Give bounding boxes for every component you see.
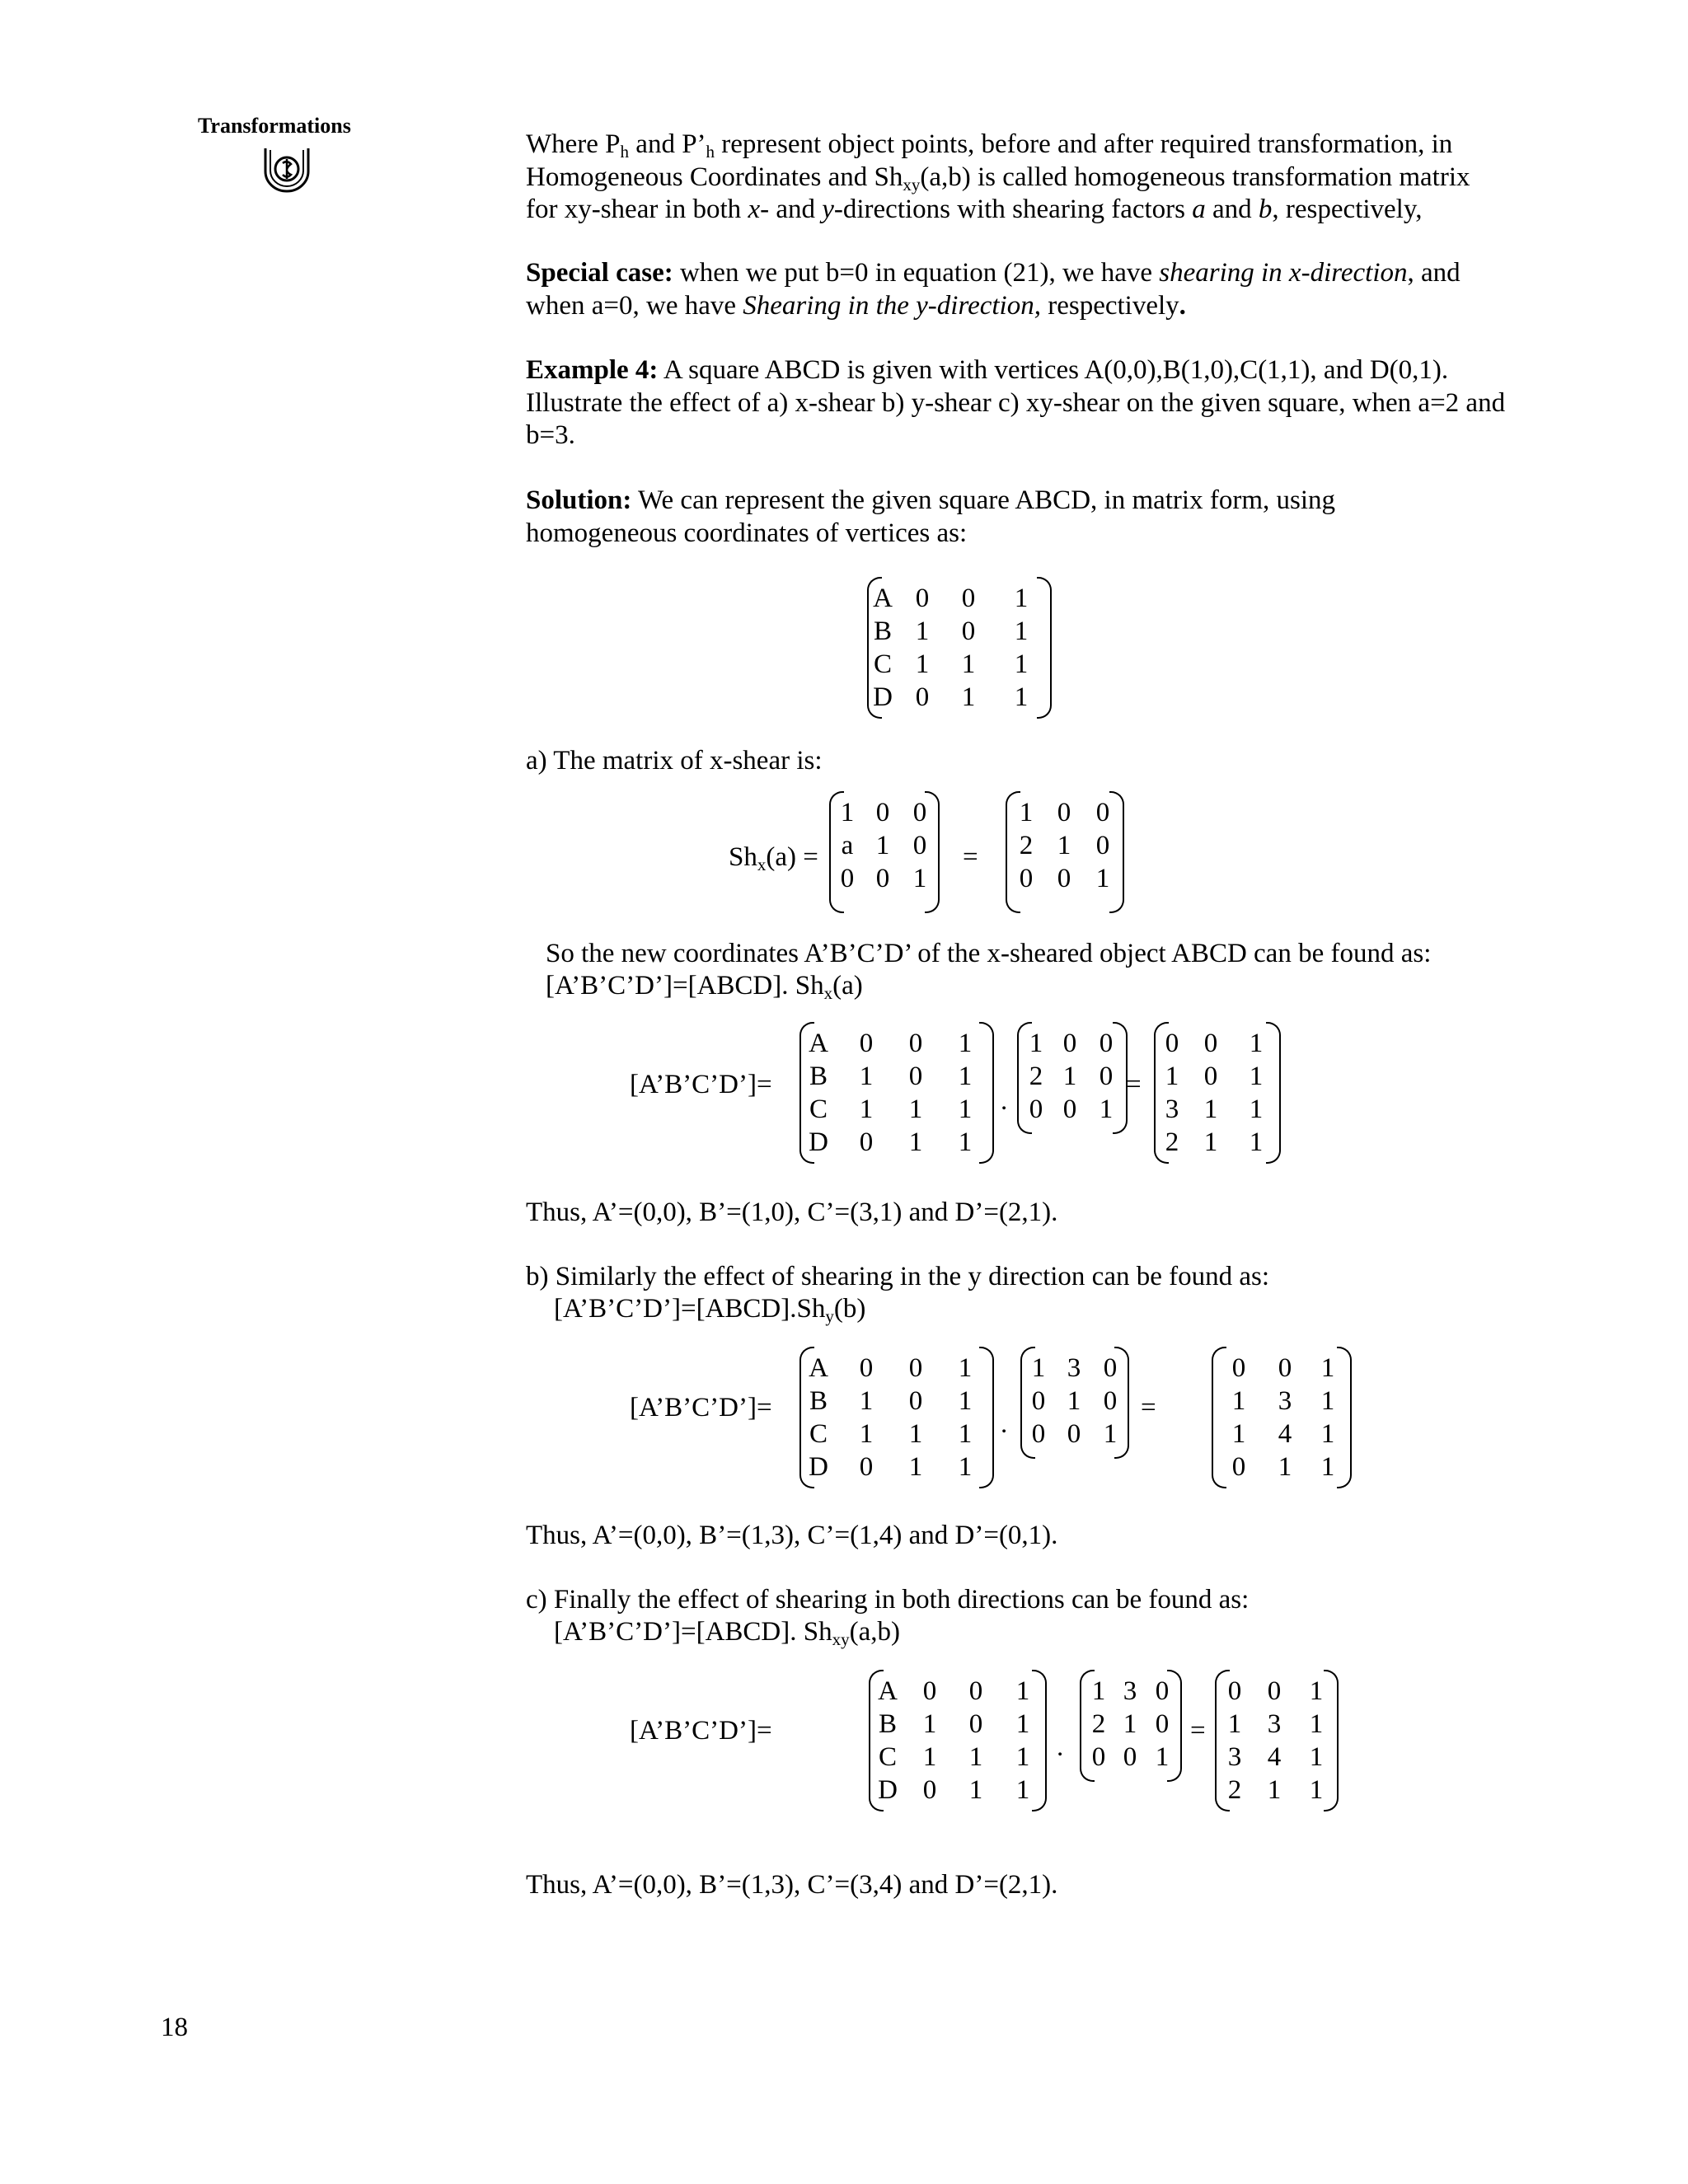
matrix-cell: 1 [908,1419,923,1449]
formula-c: [A’B’C’D’]=[ABCD]. $Sh_{xy}(a,b)$ [554,1617,900,1649]
matrix-cell: 1 [1015,1742,1030,1772]
matrix-cell: 1 [1095,864,1110,893]
matrix-row [799,1126,994,1159]
matrix-cell: 1 [1015,1676,1030,1706]
university-emblem-icon [260,143,313,194]
part-c-heading: c) Finally the effect of shearing in both directions can be found as: [526,1585,1250,1615]
matrix-row [867,582,1052,615]
matrix-row [1006,796,1124,829]
matrix-cell: 3 [1227,1742,1242,1772]
matrix-cell: 1 [1320,1353,1335,1383]
matrix-cell: 0 [922,1676,937,1706]
matrix-cell: 0 [908,1386,923,1416]
equals-c: = [1190,1716,1206,1746]
matrix-cell: 1 [1091,1676,1106,1706]
matrix-row [799,1385,994,1418]
lhs-c: [A’B’C’D’]= [630,1716,772,1746]
shx-matrix-a [1017,1022,1128,1134]
matrix-cell: 0 [1155,1709,1170,1739]
matrix-cell: 0 [1057,864,1071,893]
matrix-cell: B [809,1386,828,1416]
matrix-cell: 1 [1309,1676,1324,1706]
matrix-cell: 0 [859,1353,874,1383]
matrix-cell: 1 [1231,1419,1246,1449]
matrix-cell: C [809,1419,828,1449]
equals-sign: = [963,842,978,872]
matrix-row [1154,1060,1281,1093]
matrix-cell: B [878,1709,897,1739]
matrix-cell: 1 [1099,1094,1114,1124]
matrix-cell: 0 [1203,1029,1218,1058]
matrix-row [1017,1060,1128,1093]
matrix-row [1006,862,1124,895]
matrix-row [867,615,1052,648]
matrix-cell: 1 [908,1452,923,1482]
matrix-row [829,796,940,829]
matrix-cell: 0 [1031,1386,1046,1416]
matrix-cell: 3 [1123,1676,1137,1706]
matrix-row [799,1352,994,1385]
matrix-row [1154,1126,1281,1159]
matrix-cell: 1 [840,798,855,827]
matrix-row [1080,1741,1182,1774]
matrix-cell: A [878,1676,898,1706]
matrix-cell: 0 [1019,864,1034,893]
formula-a: [A’B’C’D’]=[ABCD]. $Sh_x(a)$ [546,971,863,1003]
matrix-cell: 0 [908,1353,923,1383]
matrix-cell: 0 [859,1029,874,1058]
matrix-cell: 1 [958,1094,973,1124]
matrix-cell: 1 [958,1452,973,1482]
formula-b: $[A’B’C’D’]=[ABCD].Sh_y(b)$ [554,1294,866,1326]
matrix-cell: D [809,1127,828,1157]
abcd-matrix-b [799,1347,994,1488]
result-c: Thus, A’=(0,0), B’=(1,3), C’=(3,4) and D’=(2,1). [526,1870,1058,1900]
dot-b: . [1001,1409,1008,1439]
matrix-cell: 1 [859,1386,874,1416]
matrix-cell: 0 [1203,1062,1218,1091]
matrix-cell: A [809,1029,828,1058]
equals-b: = [1141,1393,1156,1422]
matrix-cell: 1 [1014,649,1029,679]
matrix-cell: 0 [1155,1676,1170,1706]
matrix-cell: A [873,583,893,613]
shy-matrix-b [1020,1347,1129,1459]
matrix-row [1212,1385,1352,1418]
matrix-cell: 0 [875,798,890,827]
matrix-cell: D [878,1775,898,1805]
matrix-cell: 1 [875,831,890,860]
new-coords-text: So the new coordinates A’B’C’D’ of the x-sheared object ABCD can be found as: [546,939,1432,968]
matrix-cell: 1 [1062,1062,1077,1091]
matrix-cell: 1 [1309,1709,1324,1739]
matrix-cell: 1 [958,1353,973,1383]
matrix-cell: 1 [1203,1094,1218,1124]
matrix-cell: 0 [908,1029,923,1058]
shx-numeric-matrix [1006,791,1124,913]
matrix-row [1215,1675,1339,1708]
solution-paragraph: Solution: We can represent the given square ABCD, in matrix form, using homogeneous coordinates of vertices as: [526,485,1335,548]
matrix-cell: 1 [1267,1775,1282,1805]
matrix-cell: 1 [1227,1709,1242,1739]
matrix-cell: 1 [1057,831,1071,860]
matrix-row [1020,1352,1129,1385]
matrix-cell: 1 [1320,1452,1335,1482]
matrix-cell: 0 [1099,1029,1114,1058]
dot-a: . [1001,1086,1008,1116]
matrix-cell: 0 [1165,1029,1179,1058]
matrix-cell: 0 [961,583,976,613]
matrix-cell: 0 [961,616,976,646]
lhs-a: [A’B’C’D’]= [630,1070,772,1099]
matrix-row [1017,1027,1128,1060]
result-a: Thus, A’=(0,0), B’=(1,0), C’=(3,1) and D’=(2,1). [526,1197,1058,1227]
matrix-cell: 0 [875,864,890,893]
matrix-cell: 0 [1031,1419,1046,1449]
matrix-row [1215,1774,1339,1807]
matrix-cell: 0 [1091,1742,1106,1772]
matrix-cell: 1 [1019,798,1034,827]
matrix-cell: D [873,682,893,712]
matrix-cell: 1 [958,1127,973,1157]
matrix-row [1020,1418,1129,1451]
matrix-row [869,1675,1047,1708]
matrix-cell: 0 [908,1062,923,1091]
matrix-cell: 0 [1231,1452,1246,1482]
result-b: Thus, A’=(0,0), B’=(1,3), C’=(1,4) and D’=(0,1). [526,1521,1058,1550]
matrix-cell: 1 [958,1386,973,1416]
lhs-b: [A’B’C’D’]= [630,1393,772,1422]
matrix-cell: 1 [1320,1386,1335,1416]
matrix-cell: 0 [1029,1094,1043,1124]
matrix-cell: 1 [922,1742,937,1772]
example-paragraph: Example 4: A square ABCD is given with vertices A(0,0),B(1,0),C(1,1), and D(0,1). Illustrate the effect of a) x-shear b) y-shear c) xy-shear on the given square, when a=2 and b=3. [526,355,1506,450]
matrix-row [799,1418,994,1451]
matrix-row [1080,1708,1182,1741]
matrix-cell: 0 [840,864,855,893]
matrix-cell: D [809,1452,828,1482]
matrix-cell: 1 [859,1094,874,1124]
matrix-row [829,829,940,862]
matrix-cell: B [809,1062,828,1091]
matrix-cell: 0 [912,831,927,860]
matrix-cell: C [809,1094,828,1124]
matrix-cell: 1 [1029,1029,1043,1058]
matrix-cell: 1 [859,1062,874,1091]
matrix-row [1017,1093,1128,1126]
matrix-cell: 0 [1103,1386,1118,1416]
equals-a: = [1126,1070,1142,1099]
matrix-cell: 0 [859,1127,874,1157]
matrix-cell: 1 [1249,1127,1264,1157]
matrix-cell: C [878,1742,897,1772]
shx-label: $Sh_x(a)$ = [729,842,818,874]
matrix-row [1020,1385,1129,1418]
matrix-row [799,1060,994,1093]
matrix-cell: 1 [915,616,930,646]
matrix-row [829,862,940,895]
matrix-cell: 0 [912,798,927,827]
matrix-cell: 1 [1014,682,1029,712]
matrix-cell: 1 [912,864,927,893]
matrix-cell: 1 [958,1062,973,1091]
matrix-cell: 1 [1320,1419,1335,1449]
matrix-cell: 1 [1014,583,1029,613]
matrix-cell: 0 [1099,1062,1114,1091]
matrix-cell: 1 [1014,616,1029,646]
matrix-cell: 0 [915,682,930,712]
matrix-cell: 1 [958,1029,973,1058]
matrix-cell: 1 [968,1742,983,1772]
matrix-cell: 3 [1267,1709,1282,1739]
matrix-cell: 2 [1019,831,1034,860]
matrix-cell: 0 [1062,1094,1077,1124]
matrix-cell: 0 [1231,1353,1246,1383]
matrix-row [799,1027,994,1060]
matrix-cell: 1 [922,1709,937,1739]
matrix-row [1212,1352,1352,1385]
matrix-cell: 1 [908,1094,923,1124]
matrix-cell: 1 [1155,1742,1170,1772]
result-matrix-a [1154,1022,1281,1164]
matrix-cell: 1 [961,649,976,679]
result-matrix-b [1212,1347,1352,1488]
matrix-cell: 1 [1309,1742,1324,1772]
part-b-heading: b) Similarly the effect of shearing in the y direction can be found as: [526,1262,1270,1291]
matrix-cell: A [809,1353,828,1383]
matrix-cell: 1 [1067,1386,1081,1416]
matrix-cell: C [873,649,892,679]
matrix-row [1154,1027,1281,1060]
matrix-cell: 2 [1165,1127,1179,1157]
abcd-matrix-a [799,1022,994,1164]
matrix-cell: 0 [968,1709,983,1739]
matrix-cell: 1 [1309,1775,1324,1805]
matrix-row [799,1451,994,1483]
matrix-cell: 2 [1029,1062,1043,1091]
matrix-cell: 1 [1165,1062,1179,1091]
matrix-cell: 3 [1278,1386,1292,1416]
matrix-cell: 1 [1278,1452,1292,1482]
matrix-cell: 1 [1031,1353,1046,1383]
matrix-cell: 0 [1095,831,1110,860]
matrix-cell: 1 [1103,1419,1118,1449]
matrix-row [869,1708,1047,1741]
matrix-cell: 4 [1278,1419,1292,1449]
dot-c: . [1057,1732,1064,1762]
matrix-cell: 1 [968,1775,983,1805]
shx-symbolic-matrix [829,791,940,913]
matrix-row [1212,1451,1352,1483]
matrix-cell: B [873,616,892,646]
matrix-cell: 0 [1095,798,1110,827]
matrix-cell: 0 [1227,1676,1242,1706]
matrix-cell: 0 [915,583,930,613]
intro-paragraph: Where $P_h$ and $P’_h$ represent object points, before and after required transformation, in Homogeneous Coordinates and $Sh_{xy}(a,b)$ is called homogeneous transformation matrix for xy-shear in both x- and y-directions with shearing factors a and b, respectively, [526,129,1470,224]
matrix-cell: 1 [958,1419,973,1449]
matrix-row [867,648,1052,681]
matrix-row [869,1774,1047,1807]
matrix-cell: 0 [1123,1742,1137,1772]
matrix-cell: 2 [1227,1775,1242,1805]
part-a-heading: a) The matrix of x-shear is: [526,746,823,776]
matrix-cell: 1 [1249,1062,1264,1091]
matrix-cell: 0 [1067,1419,1081,1449]
matrix-row [1215,1708,1339,1741]
abcd-matrix [867,577,1052,719]
result-matrix-c [1215,1670,1339,1811]
matrix-cell: 0 [1278,1353,1292,1383]
matrix-cell: 1 [908,1127,923,1157]
shxy-matrix-c [1080,1670,1182,1782]
matrix-cell: 0 [1062,1029,1077,1058]
matrix-cell: 1 [1015,1775,1030,1805]
matrix-cell: 0 [1057,798,1071,827]
matrix-cell: a [841,831,854,860]
abcd-matrix-c [869,1670,1047,1811]
matrix-row [1080,1675,1182,1708]
matrix-cell: 1 [1249,1094,1264,1124]
matrix-cell: 1 [961,682,976,712]
matrix-cell: 1 [1123,1709,1137,1739]
matrix-cell: 1 [1249,1029,1264,1058]
matrix-row [869,1741,1047,1774]
page-number: 18 [161,2013,188,2042]
matrix-row [1212,1418,1352,1451]
matrix-row [1006,829,1124,862]
matrix-cell: 1 [859,1419,874,1449]
matrix-cell: 3 [1067,1353,1081,1383]
matrix-cell: 2 [1091,1709,1106,1739]
special-case-paragraph: Special case: when we put b=0 in equation (21), we have shearing in x-direction, and when a=0, we have Shearing in the y-direction, respectively. [526,258,1461,321]
matrix-cell: 3 [1165,1094,1179,1124]
matrix-cell: 1 [915,649,930,679]
matrix-row [1154,1093,1281,1126]
matrix-row [867,681,1052,714]
matrix-cell: 0 [1267,1676,1282,1706]
matrix-cell: 0 [1103,1353,1118,1383]
section-title: Transformations [198,114,351,138]
matrix-row [1215,1741,1339,1774]
matrix-cell: 1 [1203,1127,1218,1157]
matrix-cell: 0 [922,1775,937,1805]
matrix-cell: 1 [1015,1709,1030,1739]
matrix-row [799,1093,994,1126]
matrix-cell: 1 [1231,1386,1246,1416]
matrix-cell: 0 [968,1676,983,1706]
matrix-cell: 0 [859,1452,874,1482]
matrix-cell: 4 [1267,1742,1282,1772]
